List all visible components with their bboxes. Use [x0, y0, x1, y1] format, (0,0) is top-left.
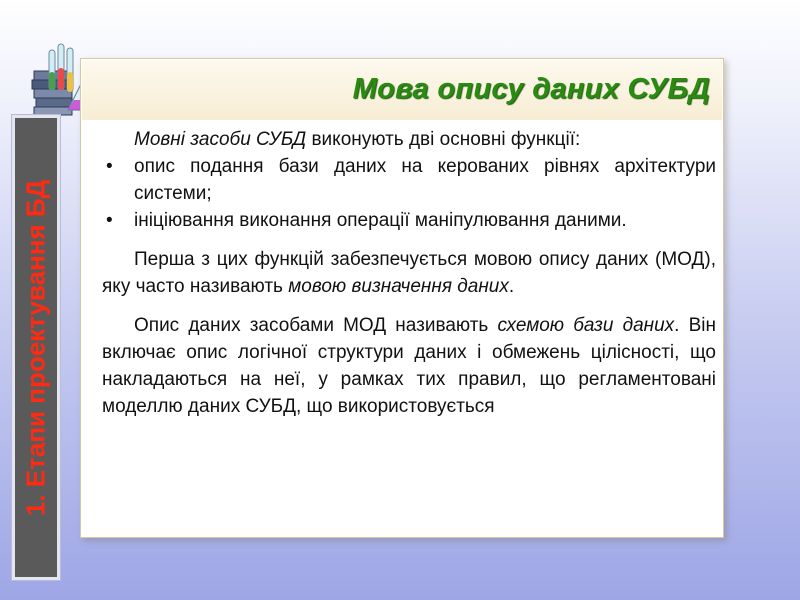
intro-emphasis: Мовні засоби СУБД	[134, 129, 307, 150]
paragraph-mod-end: .	[508, 276, 515, 297]
content-frame	[80, 58, 724, 538]
list-item-text: опис подання бази даних на керованих рівнях архітектури системи;	[134, 156, 716, 204]
paragraph-mod-text: Перша з цих функцій забезпечується мовою опису даних (МОД), яку часто називають	[102, 249, 716, 297]
list-item	[102, 207, 716, 234]
paragraph-schema-text: Опис даних засобами МОД називають	[134, 315, 498, 336]
section-title-vertical: 1. Етапи проектування БД	[20, 179, 51, 516]
bullet-icon: •	[106, 210, 113, 231]
list-item	[102, 153, 716, 207]
slide-title: Мова опису даних СУБД	[352, 73, 710, 105]
intro-paragraph	[102, 126, 716, 153]
paragraph-schema-rest: . Він включає опис логічної структури даних і обмежень цілісності, що накладаються на неї, у рамках тих правил, що регламентовані моделлю даних СУБД, що використовується	[102, 315, 716, 417]
intro-rest: виконують дві основні функції:	[306, 129, 581, 150]
paragraph-schema	[102, 312, 716, 420]
paragraph-schema-emphasis: схемою бази даних	[497, 315, 675, 336]
paragraph-mod	[102, 246, 716, 300]
list-item-text: ініціювання виконання операції маніпулювання даними.	[134, 210, 627, 231]
side-section-panel	[12, 115, 60, 580]
title-bar	[82, 60, 722, 120]
paragraph-mod-emphasis: мовою визначення даних	[288, 276, 509, 297]
body-text	[102, 126, 716, 420]
bullet-icon: •	[106, 156, 113, 177]
